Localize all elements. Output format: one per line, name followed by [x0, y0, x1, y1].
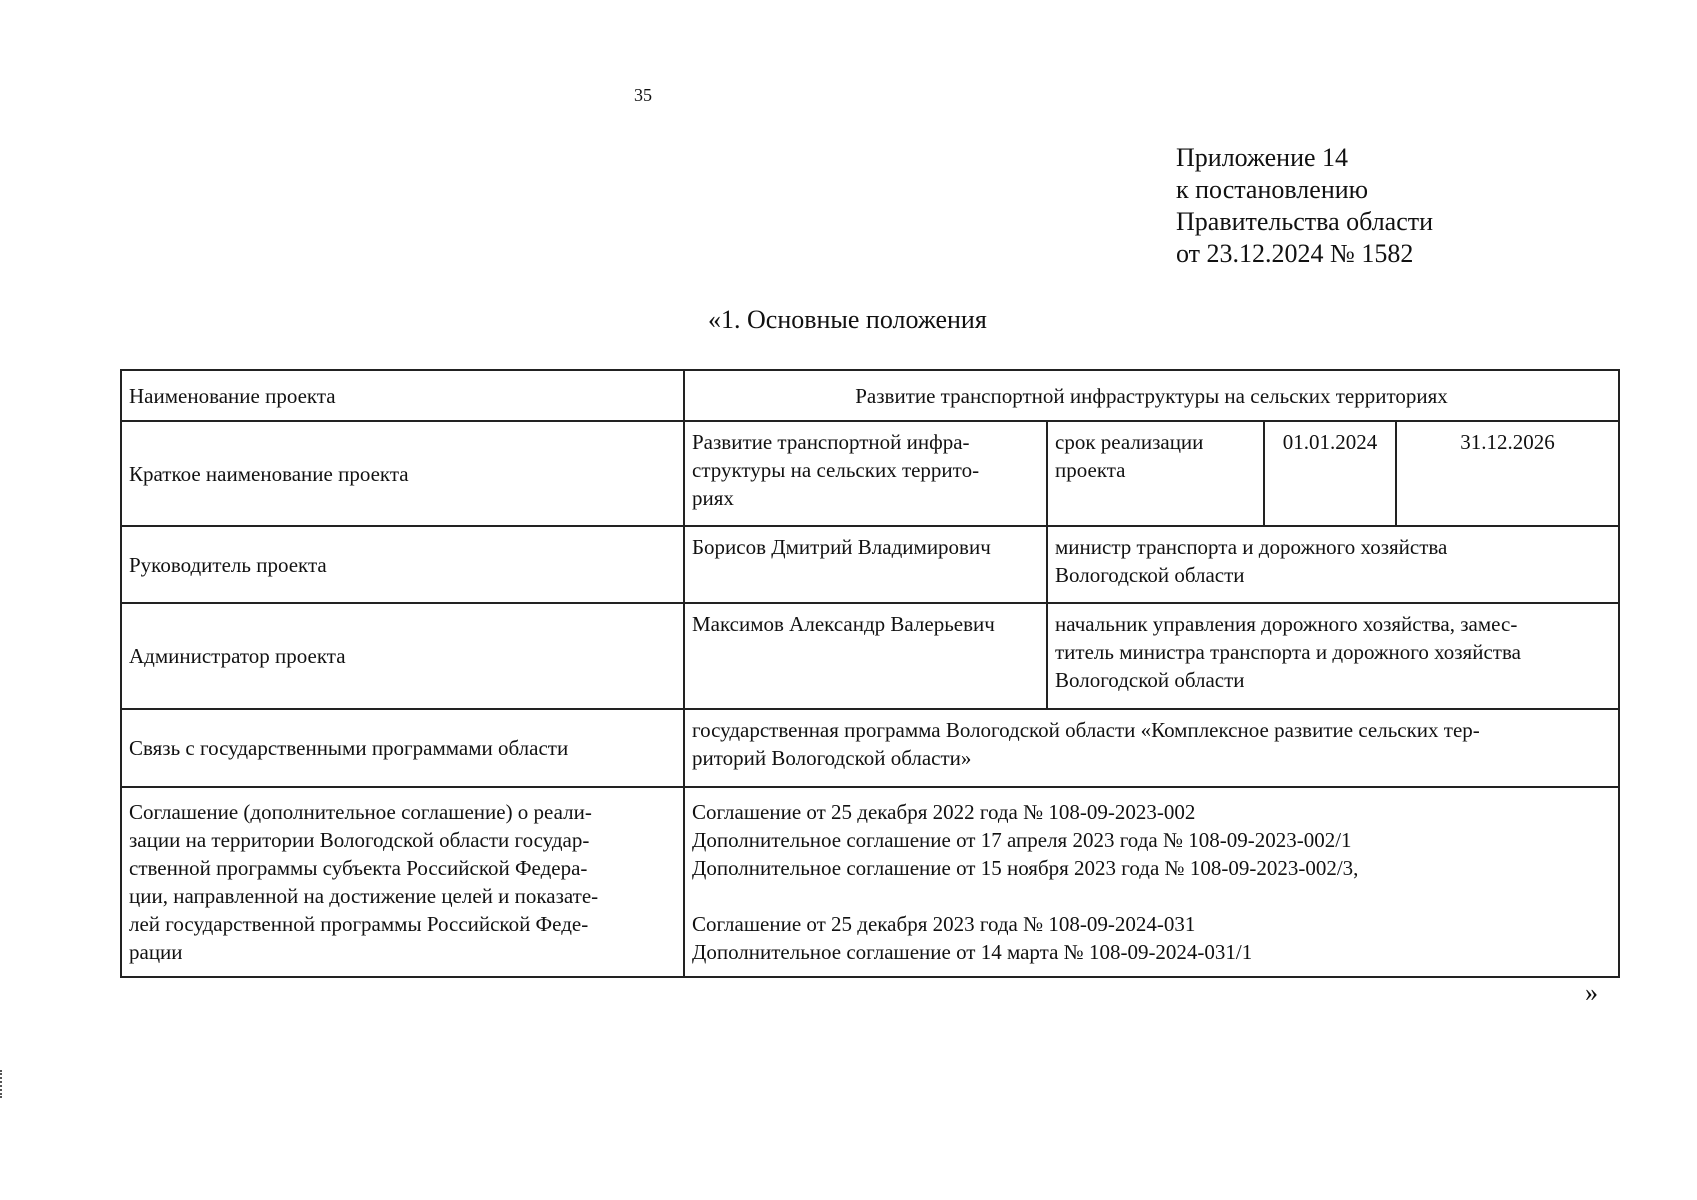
appendix-line: Приложение 14 — [1176, 143, 1349, 172]
short-name-value: Развитие транспортной инфра- структуры на сельских террито- риях — [684, 421, 1047, 526]
administrator-position: начальник управления дорожного хозяйства, замес- титель министра транспорта и дорожного хозяйства Вологодской области — [1047, 603, 1619, 709]
head-position: министр транспорта и дорожного хозяйства Вологодской области — [1047, 526, 1619, 603]
term-label: срок реализации проекта — [1047, 421, 1264, 526]
head-label: Руководитель проекта — [121, 526, 684, 603]
closing-quote: » — [1585, 978, 1598, 1007]
project-name-value: Развитие транспортной инфраструктуры на сельских территориях — [684, 370, 1619, 421]
project-info-table — [120, 369, 1620, 978]
project-name-label: Наименование проекта — [121, 370, 684, 421]
table-row-project-name — [121, 370, 1619, 421]
table-row-head — [121, 526, 1619, 603]
end-date: 31.12.2026 — [1396, 421, 1619, 526]
section-title: «1. Основные положения — [708, 305, 987, 334]
agreement-list — [684, 787, 1619, 977]
start-date: 01.01.2024 — [1264, 421, 1396, 526]
agreement-item: Соглашение от 25 декабря 2022 года № 108-09-2023-002 — [692, 800, 1196, 824]
agreement-item: Дополнительное соглашение от 15 ноября 2023 года № 108-09-2023-002/3, — [692, 856, 1359, 880]
agreement-item: Дополнительное соглашение от 17 апреля 2023 года № 108-09-2023-002/1 — [692, 828, 1352, 852]
short-name-label: Краткое наименование проекта — [121, 421, 684, 526]
head-name: Борисов Дмитрий Владимирович — [684, 526, 1047, 603]
programs-label: Связь с государственными программами области — [121, 709, 684, 787]
page-number: 35 — [634, 85, 652, 105]
table-row-agreement — [121, 787, 1619, 977]
agreement-item: Дополнительное соглашение от 14 марта № 108-09-2024-031/1 — [692, 940, 1253, 964]
table-row-programs — [121, 709, 1619, 787]
table-row-short-name — [121, 421, 1619, 526]
appendix-line: Правительства области — [1176, 207, 1434, 236]
scan-edge-marks — [0, 1070, 4, 1098]
appendix-line: от 23.12.2024 № 1582 — [1176, 239, 1414, 268]
appendix-line: к постановлению — [1176, 175, 1369, 204]
agreement-spacer — [692, 882, 1611, 910]
programs-value: государственная программа Вологодской области «Комплексное развитие сельских тер- риторий Вологодской области» — [684, 709, 1619, 787]
appendix-header — [1176, 142, 1433, 270]
administrator-name: Максимов Александр Валерьевич — [684, 603, 1047, 709]
table-row-administrator — [121, 603, 1619, 709]
agreement-label: Соглашение (дополнительное соглашение) о реали- зации на территории Вологодской области государ- ственной программы субъекта Российской Федера- ции, направленной на достижение целей и показате- лей государственной программы Российской Феде- рации — [121, 787, 684, 977]
administrator-label: Администратор проекта — [121, 603, 684, 709]
agreement-item: Соглашение от 25 декабря 2023 года № 108-09-2024-031 — [692, 912, 1196, 936]
